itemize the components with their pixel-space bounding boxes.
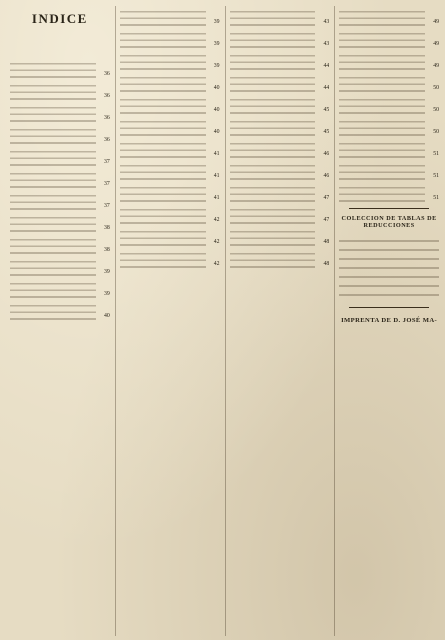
entry-text — [339, 116, 425, 136]
entry-page-number: 39 — [213, 63, 220, 70]
index-entry — [120, 94, 220, 114]
entry-text — [120, 160, 206, 180]
entry-page-number: 44 — [323, 85, 330, 92]
entry-text — [120, 116, 206, 136]
index-entry — [230, 138, 330, 158]
index-entry — [339, 94, 439, 114]
index-entry — [120, 72, 220, 92]
entry-page-number: 48 — [323, 261, 330, 268]
entry-text — [339, 160, 425, 180]
entry-page-number: 39 — [213, 41, 220, 48]
index-entry — [230, 248, 330, 268]
column-4 — [334, 6, 439, 636]
entry-page-number: 47 — [323, 195, 330, 202]
index-entry — [230, 182, 330, 202]
column-2 — [115, 6, 220, 636]
entry-text — [10, 124, 96, 144]
index-entry — [339, 28, 439, 48]
column-3 — [225, 6, 330, 636]
entry-text — [120, 204, 206, 224]
index-entry — [120, 182, 220, 202]
entry-text — [230, 116, 316, 136]
entry-text — [10, 234, 96, 254]
column-4-entries — [339, 6, 439, 204]
entry-text — [339, 182, 425, 202]
entry-text — [120, 226, 206, 246]
index-entry — [10, 278, 110, 298]
index-entry — [120, 204, 220, 224]
entry-text — [10, 102, 96, 122]
entry-text — [339, 138, 425, 158]
index-entry — [10, 146, 110, 166]
entry-text — [120, 72, 206, 92]
entry-page-number: 41 — [213, 173, 220, 180]
entry-page-number: 50 — [433, 129, 439, 136]
index-entry — [339, 182, 439, 202]
entry-text — [230, 72, 316, 92]
entry-page-number: 40 — [213, 107, 220, 114]
entry-page-number: 42 — [213, 261, 220, 268]
index-entry — [10, 300, 110, 320]
index-entry — [230, 94, 330, 114]
entry-text — [230, 160, 316, 180]
index-entry — [10, 58, 110, 78]
section-title: COLECCION DE TABLAS DE REDUCCIONES — [341, 215, 437, 229]
entry-page-number: 40 — [103, 313, 110, 320]
entry-page-number: 42 — [213, 217, 220, 224]
entry-text — [230, 94, 316, 114]
entry-text — [10, 80, 96, 100]
index-entry — [230, 204, 330, 224]
index-entry — [10, 190, 110, 210]
entry-page-number: 38 — [103, 225, 110, 232]
entry-page-number: 39 — [103, 269, 110, 276]
entry-text — [10, 58, 96, 78]
entry-page-number: 45 — [323, 129, 330, 136]
entry-text — [120, 138, 206, 158]
index-entry — [230, 50, 330, 70]
entry-text — [230, 50, 316, 70]
index-entry — [230, 72, 330, 92]
index-entry — [10, 102, 110, 122]
entry-page-number: 46 — [323, 151, 330, 158]
entry-page-number: 40 — [213, 85, 220, 92]
index-entry — [120, 160, 220, 180]
entry-text — [10, 212, 96, 232]
entry-page-number: 50 — [433, 85, 439, 92]
entry-text — [230, 138, 316, 158]
index-entry — [120, 248, 220, 268]
entry-page-number: 42 — [213, 239, 220, 246]
index-entry — [120, 226, 220, 246]
entry-text — [10, 256, 96, 276]
entry-text — [120, 182, 206, 202]
column-3-entries — [230, 6, 330, 270]
divider-rule-2 — [349, 307, 429, 308]
index-entry — [120, 6, 220, 26]
index-entry — [10, 124, 110, 144]
index-entry — [230, 6, 330, 26]
entry-text — [339, 28, 425, 48]
index-entry — [120, 28, 220, 48]
column-1-entries — [10, 58, 110, 322]
entry-text — [10, 146, 96, 166]
entry-text — [120, 28, 206, 48]
entry-text — [230, 248, 316, 268]
index-entry — [230, 116, 330, 136]
divider-rule — [349, 208, 429, 209]
section-notice — [339, 233, 439, 303]
entry-text — [230, 28, 316, 48]
index-title: INDICE — [31, 11, 88, 26]
entry-page-number: 41 — [213, 195, 220, 202]
entry-page-number: 36 — [103, 71, 110, 78]
entry-page-number: 36 — [103, 137, 110, 144]
printer-name: IMPRENTA DE D. JOSÉ MA- — [341, 317, 438, 325]
index-entry — [120, 50, 220, 70]
entry-page-number: 39 — [213, 19, 220, 26]
entry-text — [120, 6, 206, 26]
entry-page-number: 43 — [323, 19, 330, 26]
entry-page-number: 37 — [103, 159, 110, 166]
entry-page-number: 49 — [433, 19, 439, 26]
index-entry — [10, 212, 110, 232]
entry-page-number: 38 — [103, 247, 110, 254]
entry-page-number: 50 — [433, 107, 439, 114]
entry-page-number: 47 — [323, 217, 330, 224]
index-entry — [339, 50, 439, 70]
entry-page-number: 49 — [433, 63, 439, 70]
entry-text — [10, 190, 96, 210]
entry-text — [339, 94, 425, 114]
entry-page-number: 44 — [323, 63, 330, 70]
index-entry — [339, 6, 439, 26]
entry-page-number: 48 — [323, 239, 330, 246]
index-entry — [339, 72, 439, 92]
entry-text — [339, 50, 425, 70]
index-intro — [10, 29, 110, 55]
index-entry — [10, 168, 110, 188]
entry-text — [339, 72, 425, 92]
index-entry — [230, 28, 330, 48]
entry-text — [10, 278, 96, 298]
column-1 — [10, 6, 110, 636]
entry-page-number: 51 — [433, 195, 439, 202]
entry-page-number: 51 — [433, 151, 439, 158]
entry-page-number: 36 — [103, 93, 110, 100]
entry-page-number: 36 — [103, 115, 110, 122]
entry-page-number: 37 — [103, 203, 110, 210]
entry-text — [10, 168, 96, 188]
entry-text — [230, 182, 316, 202]
index-entry — [339, 116, 439, 136]
index-entry — [339, 160, 439, 180]
index-columns — [10, 6, 439, 636]
entry-page-number: 41 — [213, 151, 220, 158]
entry-text — [120, 50, 206, 70]
entry-text — [339, 6, 425, 26]
index-entry — [10, 256, 110, 276]
entry-text — [10, 300, 96, 320]
entry-text — [120, 248, 206, 268]
index-entry — [10, 80, 110, 100]
entry-text — [230, 226, 316, 246]
index-entry — [10, 234, 110, 254]
index-entry — [230, 160, 330, 180]
index-entry — [120, 138, 220, 158]
entry-page-number: 40 — [213, 129, 220, 136]
entry-text — [120, 94, 206, 114]
entry-page-number: 46 — [323, 173, 330, 180]
index-entry — [120, 116, 220, 136]
entry-page-number: 37 — [103, 181, 110, 188]
entry-page-number: 45 — [323, 107, 330, 114]
entry-text — [230, 6, 316, 26]
index-entry — [339, 138, 439, 158]
entry-page-number: 39 — [103, 291, 110, 298]
index-entry — [230, 226, 330, 246]
entry-page-number: 43 — [323, 41, 330, 48]
entry-page-number: 51 — [433, 173, 439, 180]
entry-text — [230, 204, 316, 224]
entry-page-number: 49 — [433, 41, 439, 48]
column-2-entries — [120, 6, 220, 270]
